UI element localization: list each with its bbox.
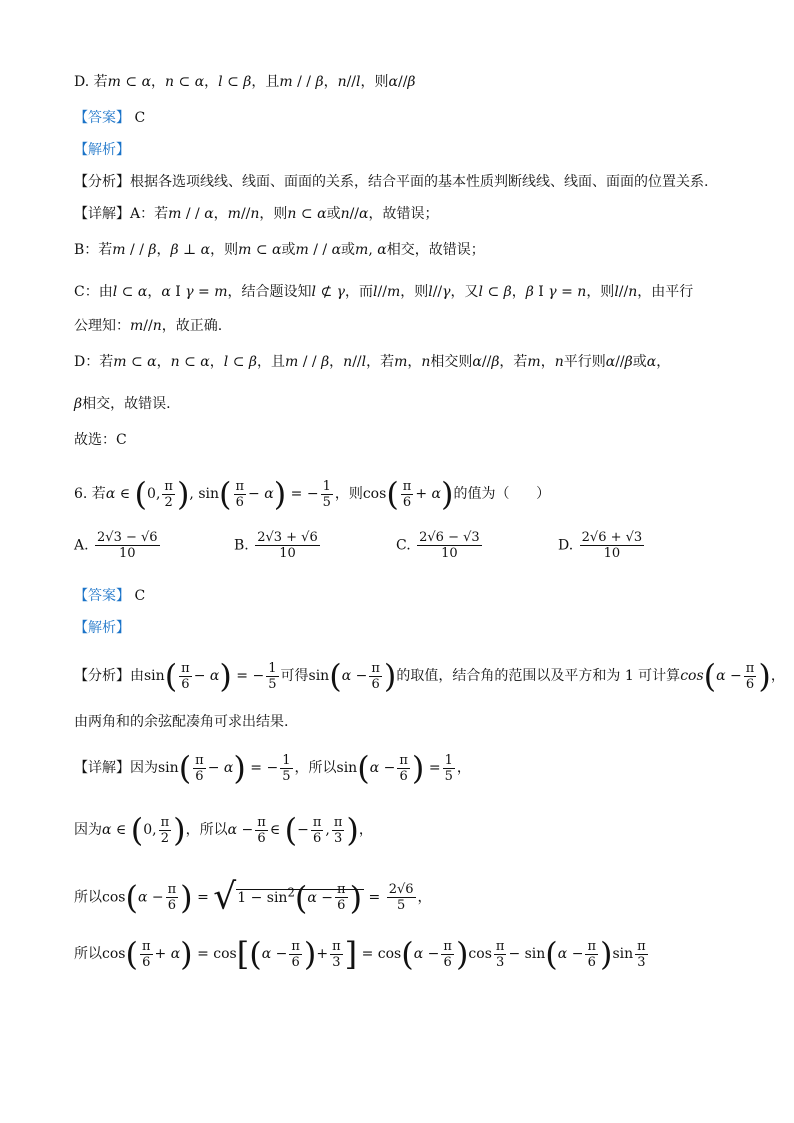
analysis2-label: 【解析】 [74, 620, 130, 636]
option-d-den: 10 [603, 546, 621, 561]
option-a [74, 530, 162, 561]
option-b-label: B. [234, 537, 249, 554]
choose-line: 故选：C [74, 432, 127, 448]
fenxi2-line: 【分析】由sin( $\frac{\pi}{6}$ − α) = − $\frac{1}{5}$ 可得sin(α − $\frac{\pi}{6}$ )的取值，结合角的范围以及平方和为 1 可计算cos(α − $\frac{\pi}{6}$ )， [74, 657, 785, 695]
option-a-den: 10 [119, 546, 136, 561]
answer-line [74, 108, 145, 128]
fenxi-line [74, 172, 708, 192]
detail-d-line1: D：若m ⊂ α，n ⊂ α，l ⊂ β，且m / / β，n//l，若m，n相交则α//β，若m，n平行则α//β或α， [74, 354, 671, 370]
option-a-num: 2√3 − √6 [97, 530, 158, 545]
detail6-line4: 所以cos( $\frac{\pi}{6}$ + α) = cos[(α − $\frac{\pi}{6}$ )+ $\frac{\pi}{3}$ ] = cos(α − $\frac{\pi}{6}$ )cos $\frac{\pi}{3}$ − sin(α − $\frac{\pi}{6}$ )sin $\frac{\pi}{3}$ [74, 935, 646, 973]
detail6-line3: 所以cos(α − $\frac{\pi}{6}$ ) = $√1 - \sin^2(\alpha$ − $\frac{\pi}{6}$ ) = $\frac{2√6}{5}$ ， [74, 876, 432, 918]
option-b [234, 530, 322, 561]
detail-a-line: 【详解】A：若m / / α，m//n，则n ⊂ α或n//α，故错误； [74, 206, 439, 222]
answer2-value: C [130, 588, 146, 604]
detail-d-line2: β相交，故错误. [74, 396, 171, 412]
detail6-line2: 因为α ∈ (0, $\frac{\pi}{2}$ )，所以α − $\frac{\pi}{6}$ ∈ (− $\frac{\pi}{6}$ , $\frac{\pi}{3}$ )， [74, 811, 373, 849]
detail-b-line: B：若m / / β，β ⊥ α，则m ⊂ α或m / / α或m, α相交，故错误； [74, 242, 485, 258]
answer-value: C [130, 110, 146, 126]
fenxi-text: 根据各选项线线、线面、面面的关系，结合平面的基本性质判断线线、线面、面面的位置关系. [130, 174, 709, 190]
option-c-label: C. [396, 537, 411, 554]
option-d-label: D. [558, 537, 574, 554]
question-6: 6. 若α ∈ (0, $\frac{\pi}{2}$ ), sin( $\frac{\pi}{6}$ − α) = − $\frac{1}{5}$ ，则cos( $\frac{\pi}{6}$ + α)的值为（ ） [74, 475, 551, 513]
detail-c-line2: 公理知：m//n，故正确. [74, 318, 223, 334]
fenxi2-line2: 由两角和的余弦配凑角可求出结果. [74, 714, 289, 730]
option-d-num: 2√6 + √3 [581, 530, 643, 545]
option-b-den: 10 [279, 546, 296, 561]
analysis-tag [74, 140, 130, 160]
analysis-label: 【解析】 [74, 142, 130, 158]
answer-tag: 【答案】 [74, 110, 130, 126]
fenxi-tag: 【分析】 [74, 174, 130, 190]
option-b-num: 2√3 + √6 [257, 530, 318, 545]
option-d-statement: D. 若m ⊂ α，n ⊂ α，l ⊂ β，且m / / β，n//l，则α//β [74, 74, 416, 90]
option-d [558, 530, 646, 561]
detail-c-line1: C：由l ⊂ α，α I γ = m，结合题设知l ⊄ γ，而l//m，则l//γ，又l ⊂ β，β I γ = n，则l//n，由平行 [74, 284, 694, 300]
option-a-label: A. [74, 537, 89, 554]
detail6-line1: 【详解】因为sin( $\frac{\pi}{6}$ − α) = − $\frac{1}{5}$ ，所以sin(α − $\frac{\pi}{6}$ ) = $\frac{1}{5}$ ， [74, 749, 471, 787]
option-c [396, 530, 484, 561]
analysis2-tag [74, 618, 130, 638]
answer2-tag: 【答案】 [74, 588, 130, 604]
option-c-den: 10 [441, 546, 458, 561]
answer2-line [74, 586, 145, 606]
option-c-num: 2√6 − √3 [419, 530, 480, 545]
